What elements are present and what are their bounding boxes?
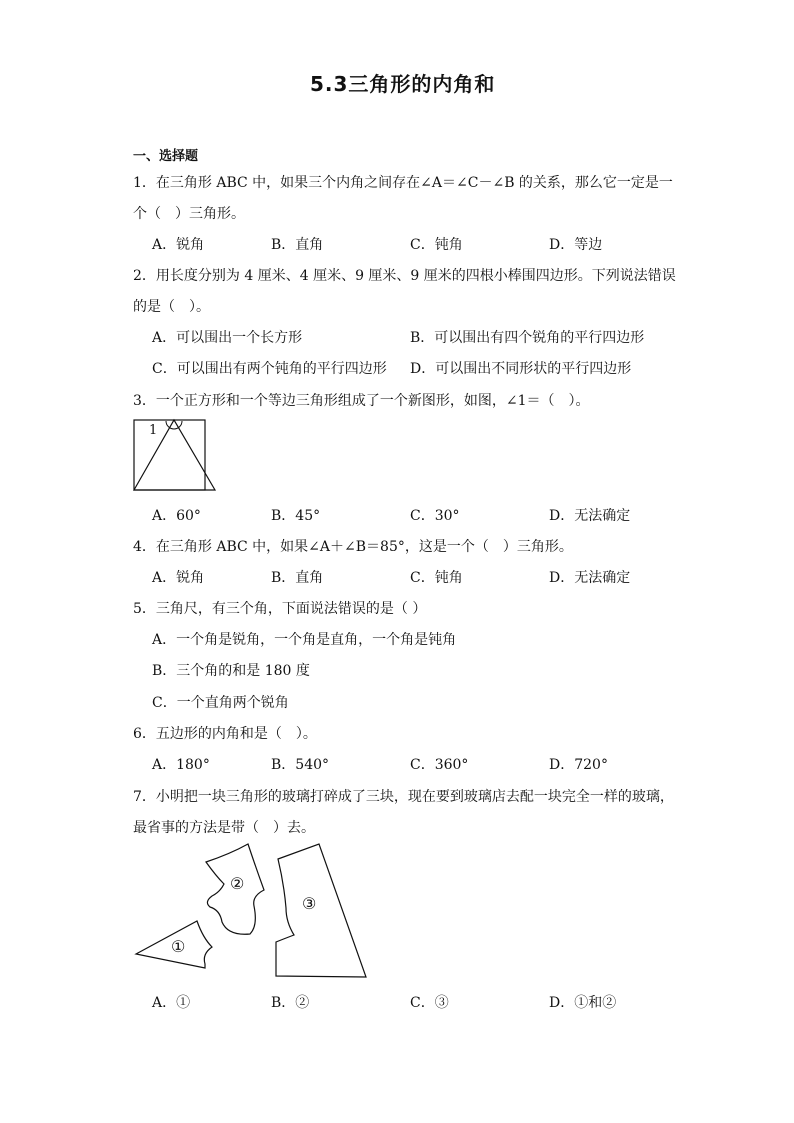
- square-triangle-figure: [133, 419, 217, 491]
- q1-option-c[interactable]: C．钝角: [410, 237, 463, 253]
- q3-option-d[interactable]: D．无法确定: [549, 508, 631, 524]
- broken-glass-figure: [130, 840, 370, 980]
- q7-option-c[interactable]: C．③: [410, 995, 449, 1011]
- q2-option-d[interactable]: D．可以围出不同形状的平行四边形: [410, 361, 632, 377]
- angle-1-label: 1: [149, 423, 158, 438]
- q3-option-a[interactable]: A．60°: [152, 508, 201, 524]
- angle-arc: [166, 421, 182, 429]
- q4-option-b[interactable]: B．直角: [271, 570, 324, 586]
- glass-piece-3: [276, 844, 366, 977]
- q6-option-c[interactable]: C．360°: [410, 757, 469, 773]
- piece-1-label: ①: [171, 937, 186, 956]
- question-7-text: 7．小明把一块三角形的玻璃打碎成了三块，现在要到玻璃店去配一块完全一样的玻璃，: [133, 789, 674, 805]
- page-title: 5.3三角形的内角和: [310, 72, 496, 96]
- q7-option-b[interactable]: B．②: [271, 995, 310, 1011]
- piece-2-label: ②: [230, 874, 245, 893]
- q7-option-d[interactable]: D．①和②: [549, 995, 617, 1011]
- q2-option-b[interactable]: B．可以围出有四个锐角的平行四边形: [410, 330, 645, 346]
- q5-option-b[interactable]: B．三个角的和是 180 度: [152, 663, 310, 679]
- q4-option-c[interactable]: C．钝角: [410, 570, 463, 586]
- question-1-text: 1．在三角形 ABC 中，如果三个内角之间存在∠A＝∠C－∠B 的关系，那么它一定是一: [133, 175, 673, 191]
- question-1-text-cont: 个（ ）三角形。: [133, 206, 245, 222]
- q6-option-b[interactable]: B．540°: [271, 757, 330, 773]
- q1-option-d[interactable]: D．等边: [549, 237, 603, 253]
- question-6-text: 6．五边形的内角和是（ ）。: [133, 726, 317, 742]
- q2-option-a[interactable]: A．可以围出一个长方形: [152, 330, 303, 346]
- q6-option-d[interactable]: D．720°: [549, 757, 608, 773]
- q4-option-d[interactable]: D．无法确定: [549, 570, 631, 586]
- question-2-text: 2．用长度分别为 4 厘米、4 厘米、9 厘米、9 厘米的四根小棒围四边形。下列说法错误: [133, 268, 676, 284]
- q5-option-a[interactable]: A．一个角是锐角，一个角是直角，一个角是钝角: [152, 632, 457, 648]
- q1-option-a[interactable]: A．锐角: [152, 237, 205, 253]
- question-4-text: 4．在三角形 ABC 中，如果∠A＋∠B＝85°，这是一个（ ）三角形。: [133, 539, 573, 555]
- section-heading: 一、选择题: [133, 149, 199, 164]
- q2-option-c[interactable]: C．可以围出有两个钝角的平行四边形: [152, 361, 387, 377]
- question-7-text-cont: 最省事的方法是带（ ）去。: [133, 820, 315, 836]
- question-3-text: 3．一个正方形和一个等边三角形组成了一个新图形，如图，∠1＝（ ）。: [133, 393, 590, 409]
- piece-3-label: ③: [302, 894, 317, 913]
- q1-option-b[interactable]: B．直角: [271, 237, 324, 253]
- equilateral-triangle-shape: [134, 420, 215, 490]
- q4-option-a[interactable]: A．锐角: [152, 570, 205, 586]
- q3-option-b[interactable]: B．45°: [271, 508, 321, 524]
- q7-option-a[interactable]: A．①: [152, 995, 191, 1011]
- q6-option-a[interactable]: A．180°: [152, 757, 210, 773]
- q5-option-c[interactable]: C．一个直角两个锐角: [152, 695, 289, 711]
- question-5-text: 5．三角尺，有三个角，下面说法错误的是（ ）: [133, 601, 427, 617]
- q3-option-c[interactable]: C．30°: [410, 508, 460, 524]
- question-2-text-cont: 的是（ ）。: [133, 299, 210, 315]
